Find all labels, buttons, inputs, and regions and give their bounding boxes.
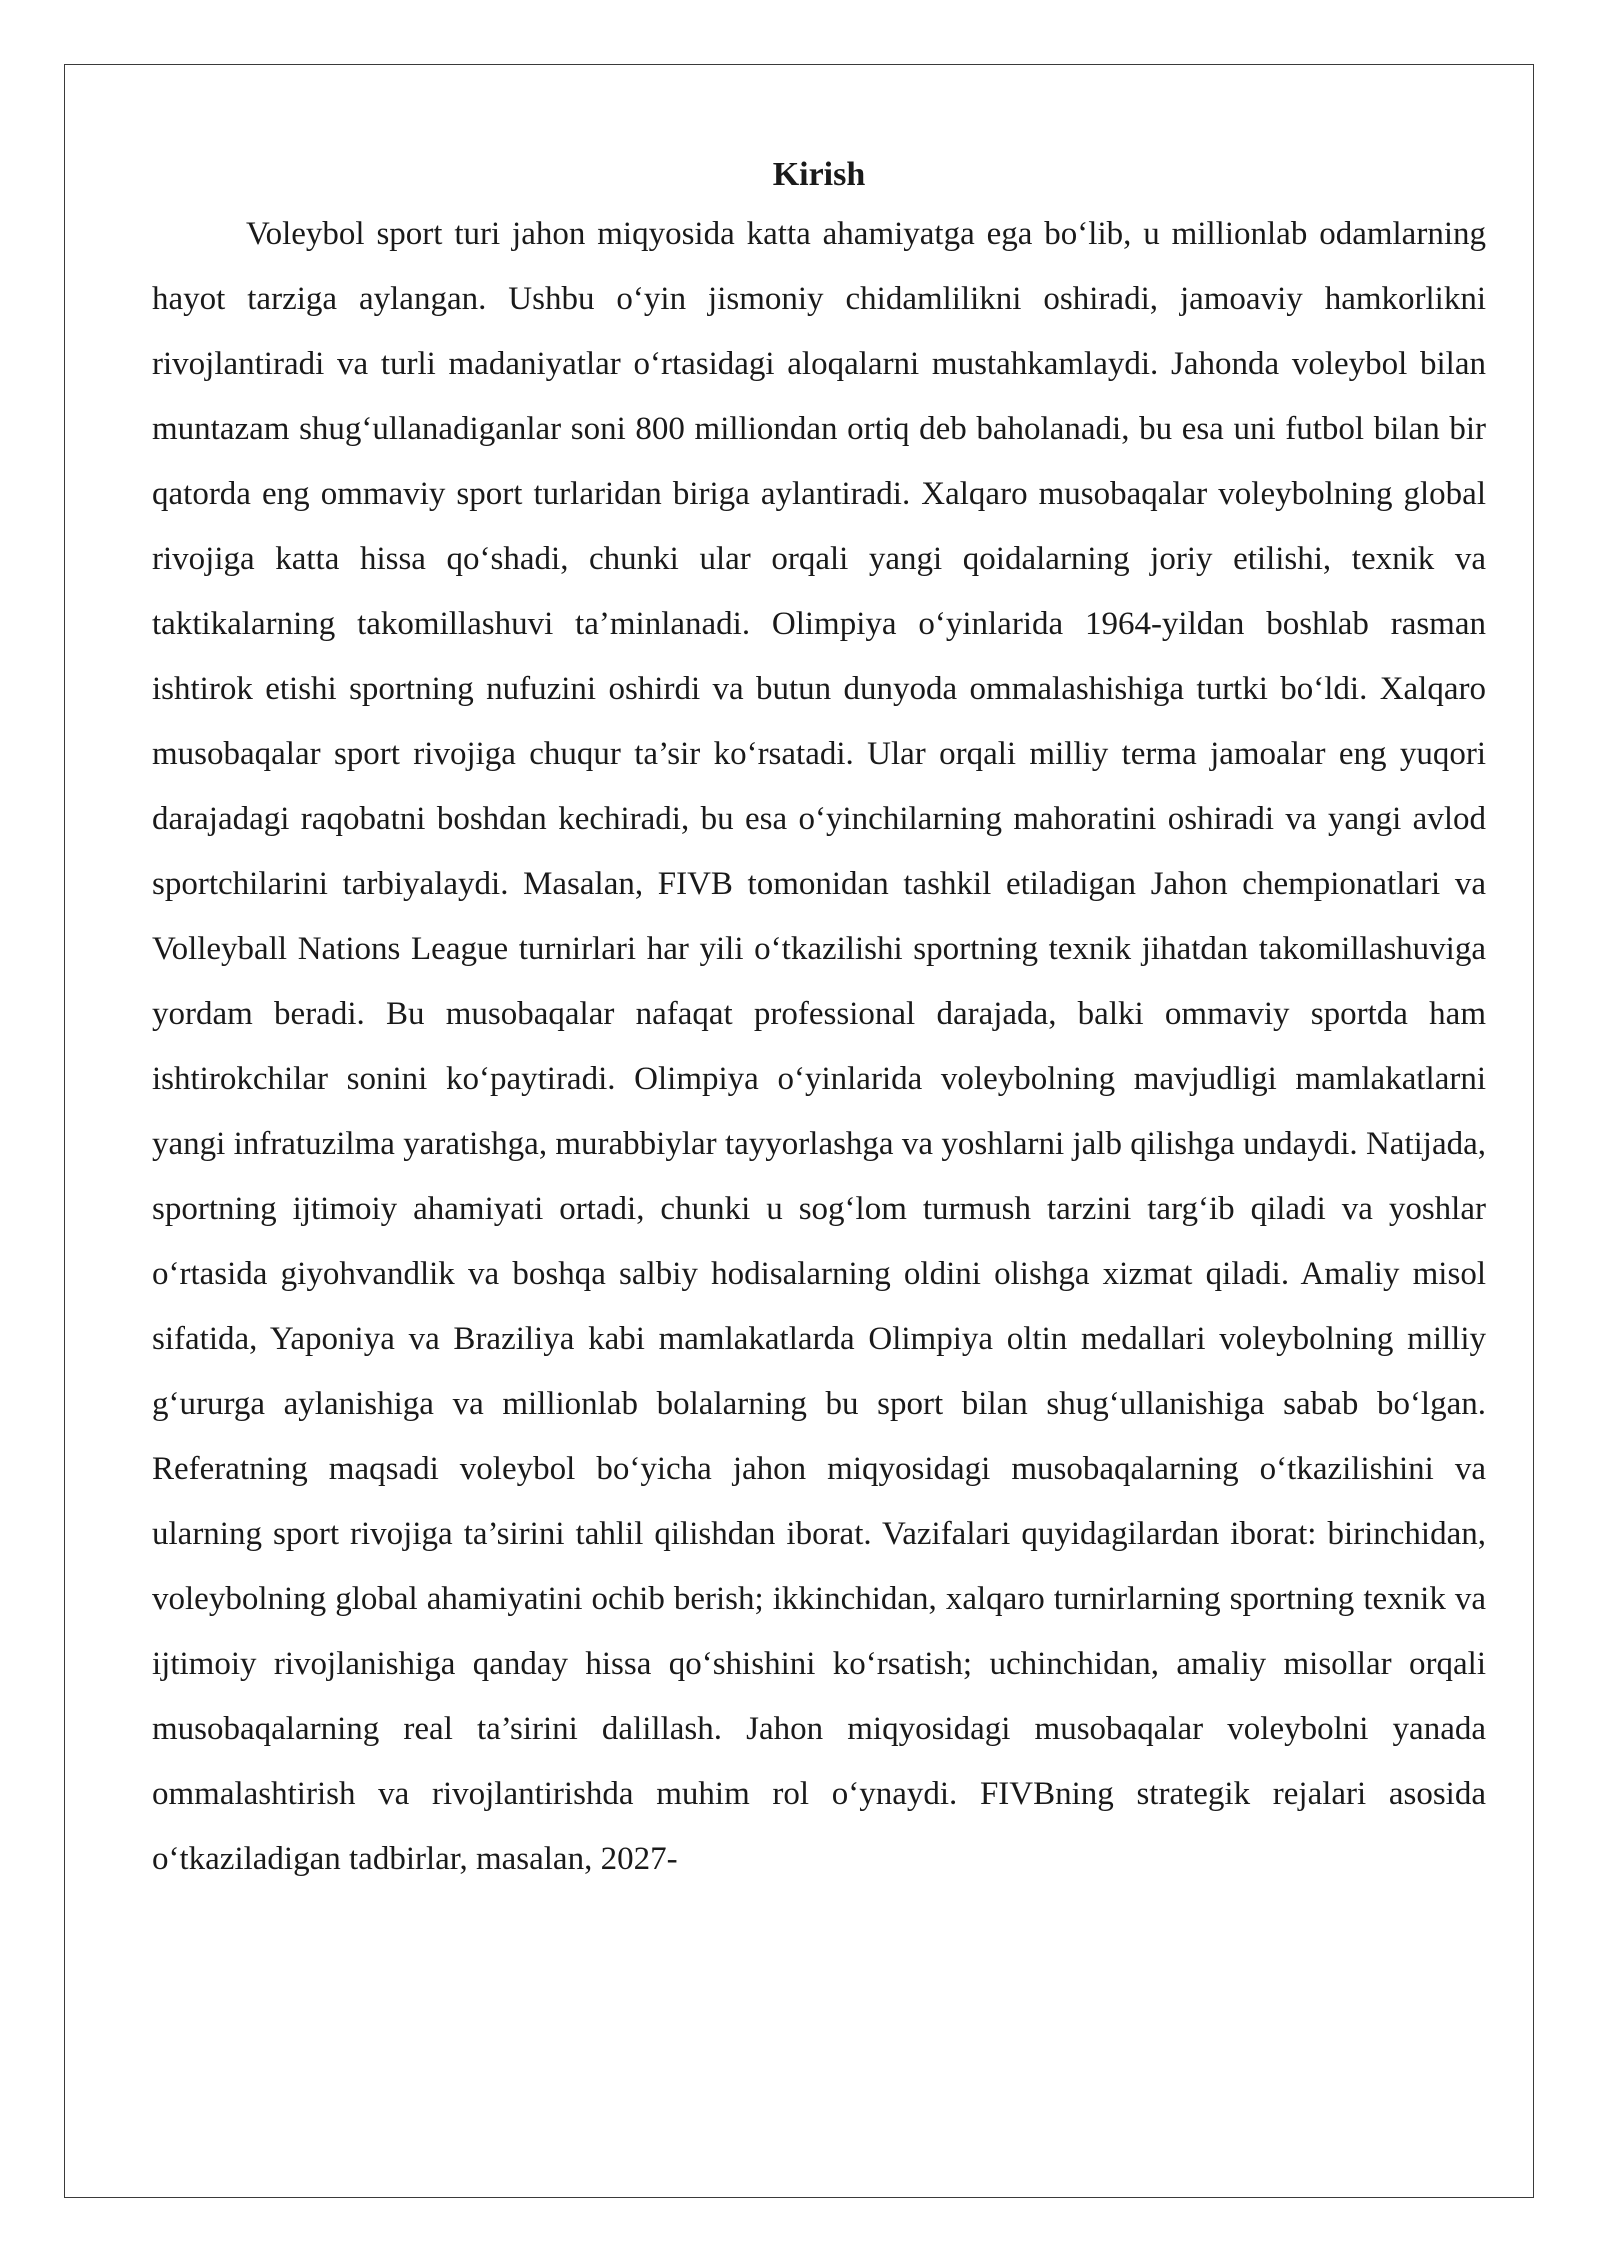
document-title: Kirish xyxy=(772,156,866,193)
introduction-paragraph: Voleybol sport turi jahon miqyosida katta ahamiyatga ega bo‘lib, u millionlab odamlarning hayot tarziga aylangan. Ushbu o‘yin jismoniy chidamlilikni oshiradi, jamoaviy hamkorlikni rivojlantiradi va turli madaniyatlar o‘rtasidagi aloqalarni mustahkamlaydi. Jahonda voleybol bilan muntazam shug‘ullanadiganlar soni 800 milliondan ortiq deb baholanadi, bu esa uni futbol bilan bir qatorda eng ommaviy sport turlaridan biriga aylantiradi. Xalqaro musobaqalar voleybolning global rivojiga katta hissa qo‘shadi, chunki ular orqali yangi qoidalarning joriy etilishi, texnik va taktikalarning takomillashuvi ta’minlanadi. Olimpiya o‘yinlarida 1964-yildan boshlab rasman ishtirok etishi sportning nufuzini oshirdi va butun dunyoda ommalashishiga turtki bo‘ldi. Xalqaro musobaqalar sport rivojiga chuqur ta’sir ko‘rsatadi. Ular orqali milliy terma jamoalar eng yuqori darajadagi raqobatni boshdan kechiradi, bu esa o‘yinchilarning mahoratini oshiradi va yangi avlod sportchilarini tarbiyalaydi. Masalan, FIVB tomonidan tashkil etiladigan Jahon chempionatlari va Volleyball Nations League turnirlari har yili o‘tkazilishi sportning texnik jihatdan takomillashuviga yordam beradi. Bu musobaqalar nafaqat professional darajada, balki ommaviy sportda ham ishtirokchilar sonini ko‘paytiradi. Olimpiya o‘yinlarida voleybolning mavjudligi mamlakatlarni yangi infratuzilma yaratishga, murabbiylar tayyorlashga va yoshlarni jalb qilishga undaydi. Natijada, sportning ijtimoiy ahamiyati ortadi, chunki u sog‘lom turmush tarzini targ‘ib qiladi va yoshlar o‘rtasida giyohvandlik va boshqa salbiy hodisalarning oldini olishga xizmat qiladi. Amaliy misol sifatida, Yaponiya va Braziliya kabi mamlakatlarda Olimpiya oltin medallari voleybolning milliy g‘ururga aylanishiga va millionlab bolalarning bu sport bilan shug‘ullanishiga sabab bo‘lgan. Referatning maqsadi voleybol bo‘yicha jahon miqyosidagi musobaqalarning o‘tkazilishini va ularning sport rivojiga ta’sirini tahlil qilishdan iborat. Vazifalari quyidagilardan iborat: birinchidan, voleybolning global ahamiyatini ochib berish; ikkinchidan, xalqaro turnirlarning sportning texnik va ijtimoiy rivojlanishiga qanday hissa qo‘shishini ko‘rsatish; uchinchidan, amaliy misollar orqali musobaqalarning real ta’sirini dalillash. Jahon miqyosidagi musobaqalar voleybolni yanada ommalashtirish va rivojlantirishda muhim rol o‘ynaydi. FIVBning strategik rejalari asosida o‘tkaziladigan tadbirlar, masalan, 2027- xyxy=(152,216,1486,1877)
document-body xyxy=(152,148,1486,1892)
